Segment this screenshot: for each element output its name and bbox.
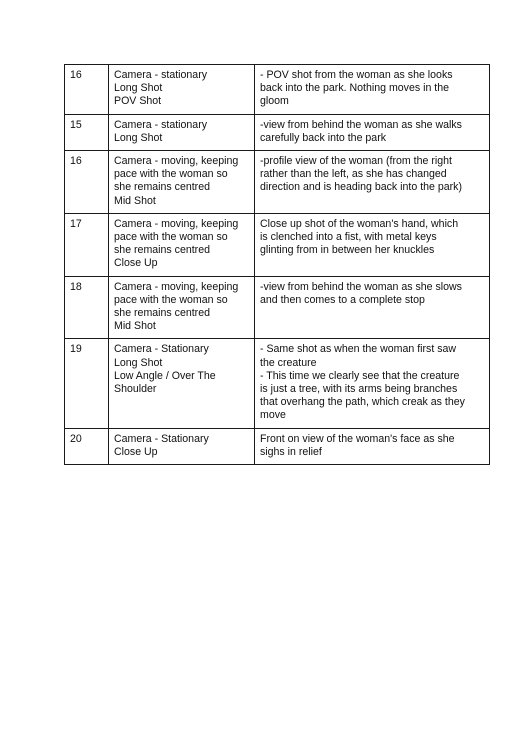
- camera-cell: [109, 339, 255, 428]
- shot-number: 19: [70, 343, 82, 356]
- shot-number-cell: [65, 339, 109, 428]
- description-line: is just a tree, with its arms being branches: [260, 383, 458, 396]
- description-line: - POV shot from the woman as she looks: [260, 69, 453, 81]
- table-row: [65, 276, 490, 339]
- shot-number: 16: [70, 155, 82, 168]
- camera-line: she remains centred: [114, 307, 210, 320]
- camera-line: pace with the woman so: [114, 293, 228, 306]
- shot-number: 20: [70, 432, 82, 445]
- camera-line: Camera - moving, keeping: [114, 280, 239, 293]
- camera-line: Camera - Stationary: [114, 432, 209, 445]
- shot-list-table: [64, 64, 490, 465]
- description-line: and then comes to a complete stop: [260, 293, 425, 306]
- description-cell: [255, 339, 490, 428]
- camera-line: Close Up: [114, 257, 158, 270]
- shot-number: 16: [70, 69, 82, 81]
- table-row: [65, 114, 490, 150]
- shot-number-cell: [65, 114, 109, 150]
- camera-cell: [109, 114, 255, 150]
- description-line: -view from behind the woman as she slows: [260, 280, 462, 293]
- description-line: glinting from in between her knuckles: [260, 244, 435, 257]
- camera-line: Camera - moving, keeping: [114, 217, 239, 230]
- camera-line: Camera - stationary: [114, 69, 208, 81]
- description-cell: [255, 213, 490, 276]
- description-cell: [255, 151, 490, 214]
- shot-number-cell: [65, 151, 109, 214]
- table-row: [65, 65, 490, 115]
- description-cell: [255, 114, 490, 150]
- description-line: sighs in relief: [260, 445, 322, 458]
- description-line: Close up shot of the woman's hand, which: [260, 217, 459, 230]
- shot-number: 17: [70, 217, 82, 230]
- camera-line: POV Shot: [114, 95, 162, 108]
- camera-cell: [109, 428, 255, 464]
- description-line: Front on view of the woman's face as she: [260, 432, 455, 445]
- description-line: is clenched into a fist, with metal keys: [260, 231, 437, 244]
- shot-number-cell: [65, 276, 109, 339]
- description-line: - Same shot as when the woman first saw: [260, 343, 457, 356]
- shot-number-cell: [65, 65, 109, 115]
- camera-line: Mid Shot: [114, 320, 156, 333]
- camera-cell: [109, 276, 255, 339]
- camera-line: Mid Shot: [114, 194, 156, 207]
- description-line: that overhang the path, which creak as they: [260, 396, 465, 409]
- description-line: -view from behind the woman as she walks: [260, 118, 462, 131]
- description-line: direction and is heading back into the park): [260, 181, 462, 194]
- description-line: -profile view of the woman (from the right: [260, 155, 452, 168]
- table-row: [65, 151, 490, 214]
- table-row: [65, 339, 490, 428]
- camera-line: Long Shot: [114, 131, 163, 144]
- description-line: the creature: [260, 356, 317, 369]
- camera-cell: [109, 151, 255, 214]
- table-row: [65, 213, 490, 276]
- camera-line: Camera - stationary: [114, 118, 208, 131]
- camera-line: Camera - moving, keeping: [114, 155, 239, 168]
- description-cell: [255, 276, 490, 339]
- camera-line: Camera - Stationary: [114, 343, 209, 356]
- description-line: rather than the left, as she has changed: [260, 168, 447, 181]
- shot-number: 18: [70, 280, 82, 293]
- camera-cell: [109, 213, 255, 276]
- shot-number-cell: [65, 428, 109, 464]
- description-line: - This time we clearly see that the creature: [260, 369, 460, 382]
- camera-line: Shoulder: [114, 383, 157, 396]
- camera-line: Long Shot: [114, 356, 163, 369]
- camera-line: she remains centred: [114, 181, 210, 194]
- description-cell: [255, 428, 490, 464]
- camera-line: Close Up: [114, 445, 158, 458]
- description-line: carefully back into the park: [260, 131, 387, 144]
- camera-line: pace with the woman so: [114, 231, 228, 244]
- shot-number-cell: [65, 213, 109, 276]
- description-line: move: [260, 409, 286, 422]
- camera-line: she remains centred: [114, 244, 210, 257]
- shot-list-body: [65, 65, 490, 465]
- camera-line: pace with the woman so: [114, 168, 228, 181]
- shot-number: 15: [70, 118, 82, 131]
- camera-line: Long Shot: [114, 82, 163, 95]
- camera-line: Low Angle / Over The: [114, 369, 216, 382]
- description-line: gloom: [260, 95, 289, 108]
- table-row: [65, 428, 490, 464]
- camera-cell: [109, 65, 255, 115]
- description-line: back into the park. Nothing moves in the: [260, 82, 450, 95]
- description-cell: [255, 65, 490, 115]
